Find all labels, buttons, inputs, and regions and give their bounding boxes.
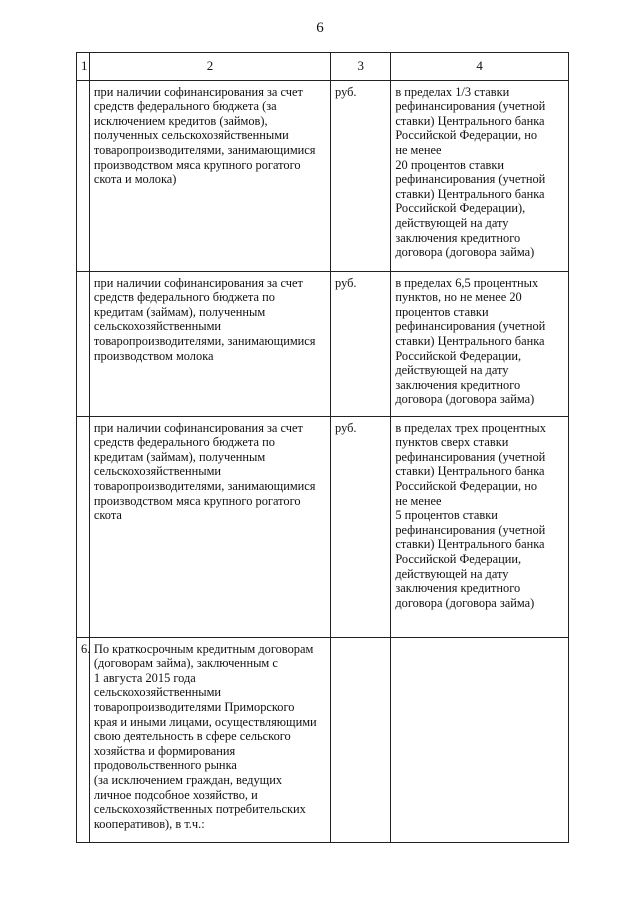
description-cell (89, 416, 330, 637)
description-text: По краткосрочным кредитным договорам (договорам займа), заключенным с 1 августа 2015 года сельскохозяйственными товаропроизводителями Приморского края и иными лицами, осуществляющими свою деятельность в сфере сельского хозяйства и формирования продовольственного рынка (за исключением граждан, ведущих личное подсобное хозяйство, и сельскохозяйственных потребительских кооперативов), в т.ч.: (93, 641, 317, 831)
table-header-row (77, 53, 569, 81)
value-text: в пределах трех процентных пунктов сверх ставки рефинансирования (учетной ставки) Центрального банка Российской Федерации, но не менее 5 процентов ставки рефинансирования (учетной ставки) Центрального банка Российской Федерации, действующей на дату заключения кредитного договора (договора займа) (395, 420, 546, 610)
unit-text: руб. (335, 420, 357, 435)
page-number: 6 (316, 20, 324, 36)
value-cell (391, 416, 569, 637)
description-cell (89, 271, 330, 416)
description-text: при наличии софинансирования за счет средств федерального бюджета (за исключением кредитов (займов), полученных сельскохозяйственными товаропроизводителями, занимающимися производством мяса крупного рогатого скота и молока) (93, 84, 316, 187)
unit-text: руб. (335, 275, 357, 290)
unit-cell (331, 637, 391, 842)
unit-text: руб. (335, 84, 357, 99)
column-header-3: 3 (331, 53, 391, 81)
description-cell (89, 80, 330, 271)
unit-cell (331, 271, 391, 416)
value-cell (391, 80, 569, 271)
value-text: в пределах 6,5 процентных пунктов, но не менее 20 процентов ставки рефинансирования (учетной ставки) Центрального банка Российской Федерации, действующей на дату заключения кредитного договора (договора займа) (395, 275, 546, 407)
row-number-cell (77, 80, 90, 271)
description-text: при наличии софинансирования за счет средств федерального бюджета по кредитам (займам), полученным сельскохозяйственными товаропроизводителями, занимающимися производством молока (93, 275, 316, 363)
description-text: при наличии софинансирования за счет средств федерального бюджета по кредитам (займам), полученным сельскохозяйственными товаропроизводителями, занимающимися производством мяса крупного рогатого скота (93, 420, 316, 523)
description-cell (89, 637, 330, 842)
row-number-cell: 6. (77, 637, 90, 842)
column-header-2: 2 (89, 53, 330, 81)
table-row (77, 416, 569, 637)
table-row (77, 271, 569, 416)
unit-cell (331, 416, 391, 637)
row-number-cell (77, 416, 90, 637)
table-row (77, 80, 569, 271)
row-number-cell (77, 271, 90, 416)
value-cell (391, 637, 569, 842)
requirements-table (76, 52, 569, 843)
value-text: в пределах 1/3 ставки рефинансирования (учетной ставки) Центрального банка Российской Федерации, но не менее 20 процентов ставки рефинансирования (учетной ставки) Центрального банка Российской Федерации), действующей на дату заключения кредитного договора (договора займа) (395, 84, 546, 260)
unit-cell (331, 80, 391, 271)
column-header-4: 4 (391, 53, 569, 81)
column-header-1: 1 (77, 53, 90, 81)
table-row (77, 637, 569, 842)
value-cell (391, 271, 569, 416)
